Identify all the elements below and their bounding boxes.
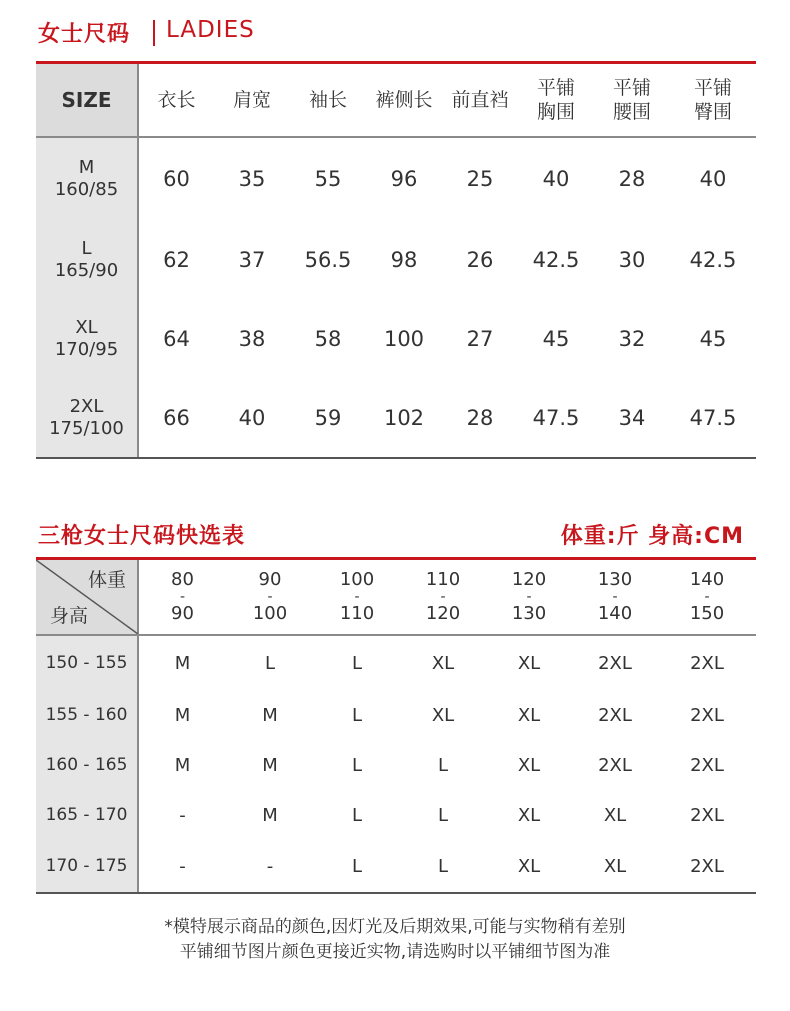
recommended-size-cell: 2XL (690, 804, 724, 826)
weight-to: 110 (339, 603, 375, 624)
range-dash: - (704, 589, 710, 605)
size-height-chest: 160/85 (54, 179, 119, 200)
range-dash: - (267, 589, 273, 605)
size-header-cell: SIZE (36, 64, 138, 137)
section-title-ladies-size: 女士尺码 (38, 22, 131, 47)
size-label-cell (36, 137, 138, 220)
column-header-text: 裤侧长 (375, 89, 433, 111)
size-name: XL (75, 316, 98, 338)
recommended-size-cell: L (314, 840, 400, 893)
range-dash: - (612, 589, 618, 605)
recommended-size-cell: 2XL (598, 754, 632, 776)
quick-select-table (36, 560, 756, 894)
size-column-header (670, 64, 756, 137)
recommended-size-cell: 2XL (690, 754, 724, 776)
recommended-size-cell: L (351, 704, 363, 726)
size-value-cell: 64 (163, 326, 190, 351)
recommended-size-cell: 2XL (598, 652, 632, 674)
quick-row (36, 635, 756, 690)
size-value-cell: 96 (390, 167, 418, 191)
recommended-size-cell: L (400, 840, 486, 893)
size-value-cell: 25 (466, 167, 494, 191)
weight-range-header (138, 560, 226, 635)
size-value-cell: 32 (618, 326, 646, 351)
recommended-size-cell: L (351, 754, 363, 776)
recommended-size-cell: M (262, 704, 278, 726)
size-row (36, 299, 756, 378)
recommended-size-cell: M (174, 704, 191, 726)
size-value-cell: 45 (542, 326, 570, 351)
column-header-text: 衣长 (157, 89, 196, 111)
size-height-chest: 165/90 (54, 259, 119, 281)
weight-range-header (658, 560, 756, 635)
disclaimer-note (0, 915, 790, 965)
recommended-size-cell: XL (517, 754, 541, 776)
size-label-cell (36, 299, 138, 378)
size-table-body (36, 137, 756, 458)
section-title-ladies-en: LADIES (166, 17, 255, 43)
size-name: M (78, 157, 95, 178)
size-value-cell: 100 (383, 326, 425, 351)
size-row (36, 137, 756, 220)
recommended-size-cell: L (437, 804, 449, 826)
height-range-cell: 170 - 175 (36, 840, 138, 893)
size-value-cell: 47.5 (670, 378, 756, 458)
column-header-text: 腰围 (612, 101, 651, 123)
size-value-cell: 27 (466, 326, 494, 351)
size-value-cell: 26 (466, 247, 494, 272)
recommended-size-cell: XL (517, 704, 541, 726)
weight-from: 80 (171, 569, 194, 590)
units-label: 体重:斤 身高:CM (560, 524, 744, 549)
quick-row (36, 790, 756, 840)
recommended-size-cell: M (174, 652, 191, 674)
size-value-cell: 40 (214, 378, 290, 458)
size-height-chest: 170/95 (54, 338, 119, 360)
recommended-size-cell: - (179, 804, 186, 826)
weight-from: 90 (258, 569, 282, 590)
size-value-cell: 55 (314, 167, 342, 191)
weight-to: 120 (425, 603, 461, 624)
size-value-cell: 42.5 (532, 247, 580, 272)
size-value-cell: 40 (699, 167, 727, 191)
size-value-cell: 42.5 (689, 247, 737, 272)
disclaimer-line-1: *模特展示商品的颜色,因灯光及后期效果,可能与实物稍有差别 (164, 917, 626, 937)
weight-to: 90 (171, 603, 194, 624)
weight-range-header (314, 560, 400, 635)
corner-weight-label: 体重 (87, 569, 126, 591)
size-value-cell: 28 (618, 167, 646, 191)
recommended-size-cell: L (351, 804, 363, 826)
recommended-size-cell: 2XL (658, 840, 756, 893)
recommended-size-cell: L (264, 652, 276, 674)
weight-from: 120 (511, 569, 547, 590)
size-height-chest: 175/100 (49, 417, 124, 439)
size-value-cell: 62 (163, 247, 190, 272)
weight-to: 150 (689, 603, 725, 624)
size-column-header (138, 64, 214, 137)
quick-row (36, 740, 756, 790)
size-value-cell: 38 (238, 326, 266, 351)
size-value-cell: 102 (366, 378, 442, 458)
recommended-size-cell: 2XL (690, 652, 724, 674)
size-value-cell: 56.5 (304, 247, 352, 272)
recommended-size-cell: - (226, 840, 314, 893)
recommended-size-cell: XL (431, 704, 455, 726)
range-dash: - (440, 589, 446, 605)
weight-from: 140 (689, 569, 725, 590)
recommended-size-cell: XL (517, 804, 541, 826)
size-label-cell (36, 378, 138, 458)
height-range-cell: 155 - 160 (36, 690, 138, 740)
size-value-cell: 34 (594, 378, 670, 458)
size-column-header (594, 64, 670, 137)
column-header-text: 前直裆 (451, 89, 509, 111)
size-row (36, 378, 756, 458)
weight-to: 140 (597, 603, 633, 624)
weight-range-header (572, 560, 658, 635)
height-range-cell: 165 - 170 (36, 790, 138, 840)
weight-from: 130 (597, 569, 633, 590)
size-column-header (290, 64, 366, 137)
range-dash: - (526, 589, 532, 605)
quick-table-header-row (36, 560, 756, 635)
size-value-cell: 40 (542, 167, 570, 191)
recommended-size-cell: M (262, 804, 278, 826)
recommended-size-cell: - (138, 840, 226, 893)
title-separator (153, 20, 155, 46)
size-column-header (442, 64, 518, 137)
size-column-header (366, 64, 442, 137)
recommended-size-cell: XL (517, 652, 541, 674)
recommended-size-cell: L (351, 652, 363, 674)
size-label-cell (36, 220, 138, 299)
column-header-text: 胸围 (536, 101, 575, 123)
size-table-header-row (36, 64, 756, 137)
weight-range-header (486, 560, 572, 635)
size-value-cell: 37 (238, 247, 266, 272)
weight-range-header (400, 560, 486, 635)
column-header-text: 臀围 (693, 101, 732, 123)
column-header-text: 平铺 (693, 77, 732, 99)
column-header-text: 平铺 (536, 77, 575, 99)
quick-table-body (36, 635, 756, 893)
quick-row (36, 840, 756, 893)
weight-range-header (226, 560, 314, 635)
weight-from: 110 (425, 569, 461, 590)
size-value-cell: 58 (314, 326, 342, 351)
column-header-text: 袖长 (308, 89, 347, 111)
column-header-text: 平铺 (612, 77, 651, 99)
recommended-size-cell: XL (431, 652, 455, 674)
corner-height-label: 身高 (50, 605, 89, 627)
size-value-cell: 28 (442, 378, 518, 458)
recommended-size-cell: M (262, 754, 278, 776)
size-value-cell: 35 (238, 167, 266, 191)
height-range-cell: 150 - 155 (36, 635, 138, 690)
weight-from: 100 (339, 569, 375, 590)
recommended-size-cell: 2XL (690, 704, 724, 726)
size-chart-table (36, 64, 756, 459)
recommended-size-cell: XL (486, 840, 572, 893)
section-title-quick-select: 三枪女士尺码快选表 (38, 524, 246, 549)
column-header-text: 肩宽 (232, 89, 271, 111)
size-row (36, 220, 756, 299)
size-value-cell: 60 (163, 167, 190, 191)
recommended-size-cell: 2XL (598, 704, 632, 726)
size-value-cell: 66 (138, 378, 214, 458)
height-range-cell: 160 - 165 (36, 740, 138, 790)
size-value-cell: 30 (618, 247, 646, 272)
recommended-size-cell: L (437, 754, 449, 776)
range-dash: - (354, 589, 360, 605)
recommended-size-cell: XL (572, 840, 658, 893)
size-value-cell: 47.5 (518, 378, 594, 458)
size-value-cell: 98 (390, 247, 418, 272)
size-column-header (214, 64, 290, 137)
size-value-cell: 45 (699, 326, 727, 351)
recommended-size-cell: XL (603, 804, 627, 826)
recommended-size-cell: M (174, 754, 191, 776)
weight-to: 130 (511, 603, 547, 624)
weight-to: 100 (252, 603, 288, 624)
size-column-header (518, 64, 594, 137)
corner-cell (36, 560, 138, 635)
range-dash: - (179, 589, 186, 605)
quick-row (36, 690, 756, 740)
disclaimer-line-2: 平铺细节图片颜色更接近实物,请选购时以平铺细节图为准 (179, 942, 611, 962)
size-name: 2XL (69, 395, 104, 417)
size-name: L (81, 237, 92, 259)
size-value-cell: 59 (290, 378, 366, 458)
